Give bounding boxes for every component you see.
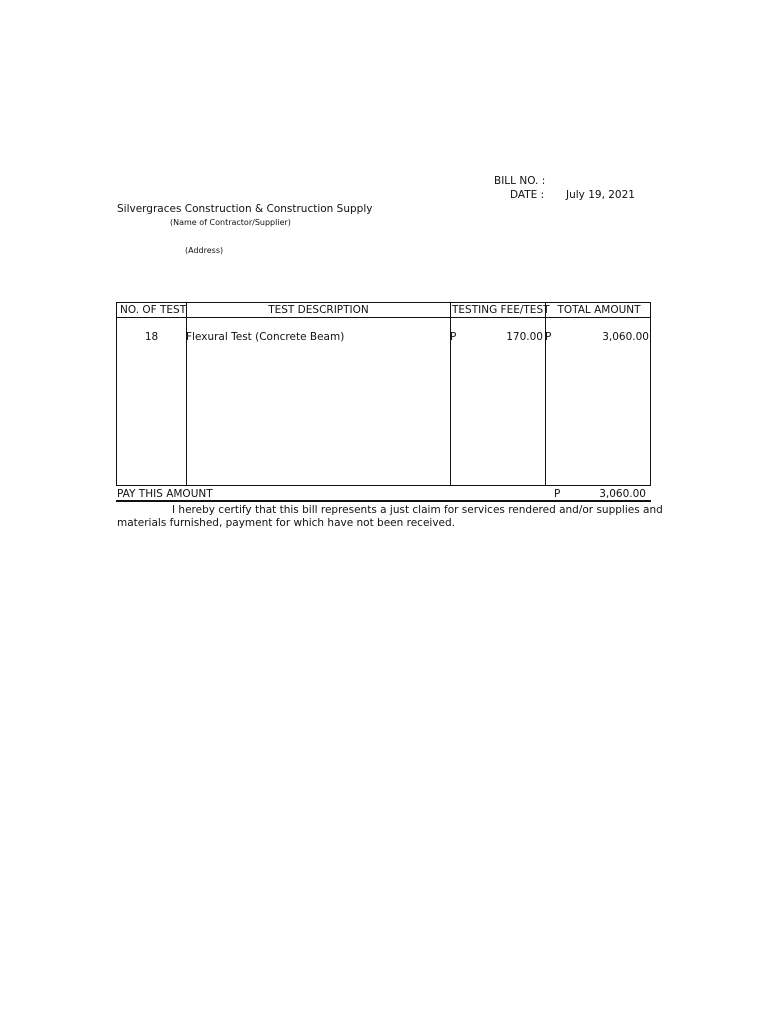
certification-text-line-1: I hereby certify that this bill represents a just claim for services rendered and/or supplies and bbox=[172, 504, 663, 516]
column-header-test-description: TEST DESCRIPTION bbox=[268, 304, 369, 316]
cell-total-currency: P bbox=[545, 331, 552, 343]
cell-testing-fee: 170.00 bbox=[506, 331, 543, 343]
date-value: July 19, 2021 bbox=[566, 189, 635, 201]
contractor-name-caption: (Name of Contractor/Supplier) bbox=[170, 218, 291, 227]
date-label: DATE : bbox=[510, 189, 545, 201]
column-header-no-of-test: NO. OF TEST bbox=[120, 304, 187, 316]
cell-total-amount: 3,060.00 bbox=[602, 331, 649, 343]
cell-no-of-test: 18 bbox=[144, 331, 159, 343]
pay-amount-value: 3,060.00 bbox=[599, 488, 646, 500]
bill-no-label: BILL NO. : bbox=[494, 175, 546, 187]
certification-text-line-2: materials furnished, payment for which have not been received. bbox=[117, 517, 456, 529]
total-underline bbox=[116, 500, 651, 502]
cell-test-description: Flexural Test (Concrete Beam) bbox=[186, 331, 345, 343]
contractor-name: Silvergraces Construction & Construction Supply bbox=[117, 203, 373, 215]
address-caption: (Address) bbox=[185, 246, 224, 255]
pay-currency: P bbox=[554, 488, 561, 500]
column-header-testing-fee: TESTING FEE/TEST bbox=[452, 304, 550, 316]
pay-this-amount-label: PAY THIS AMOUNT bbox=[117, 488, 213, 500]
bill-table bbox=[116, 302, 651, 486]
column-header-total-amount: TOTAL AMOUNT bbox=[557, 304, 641, 316]
cell-fee-currency: P bbox=[450, 331, 457, 343]
header-divider bbox=[117, 317, 650, 318]
